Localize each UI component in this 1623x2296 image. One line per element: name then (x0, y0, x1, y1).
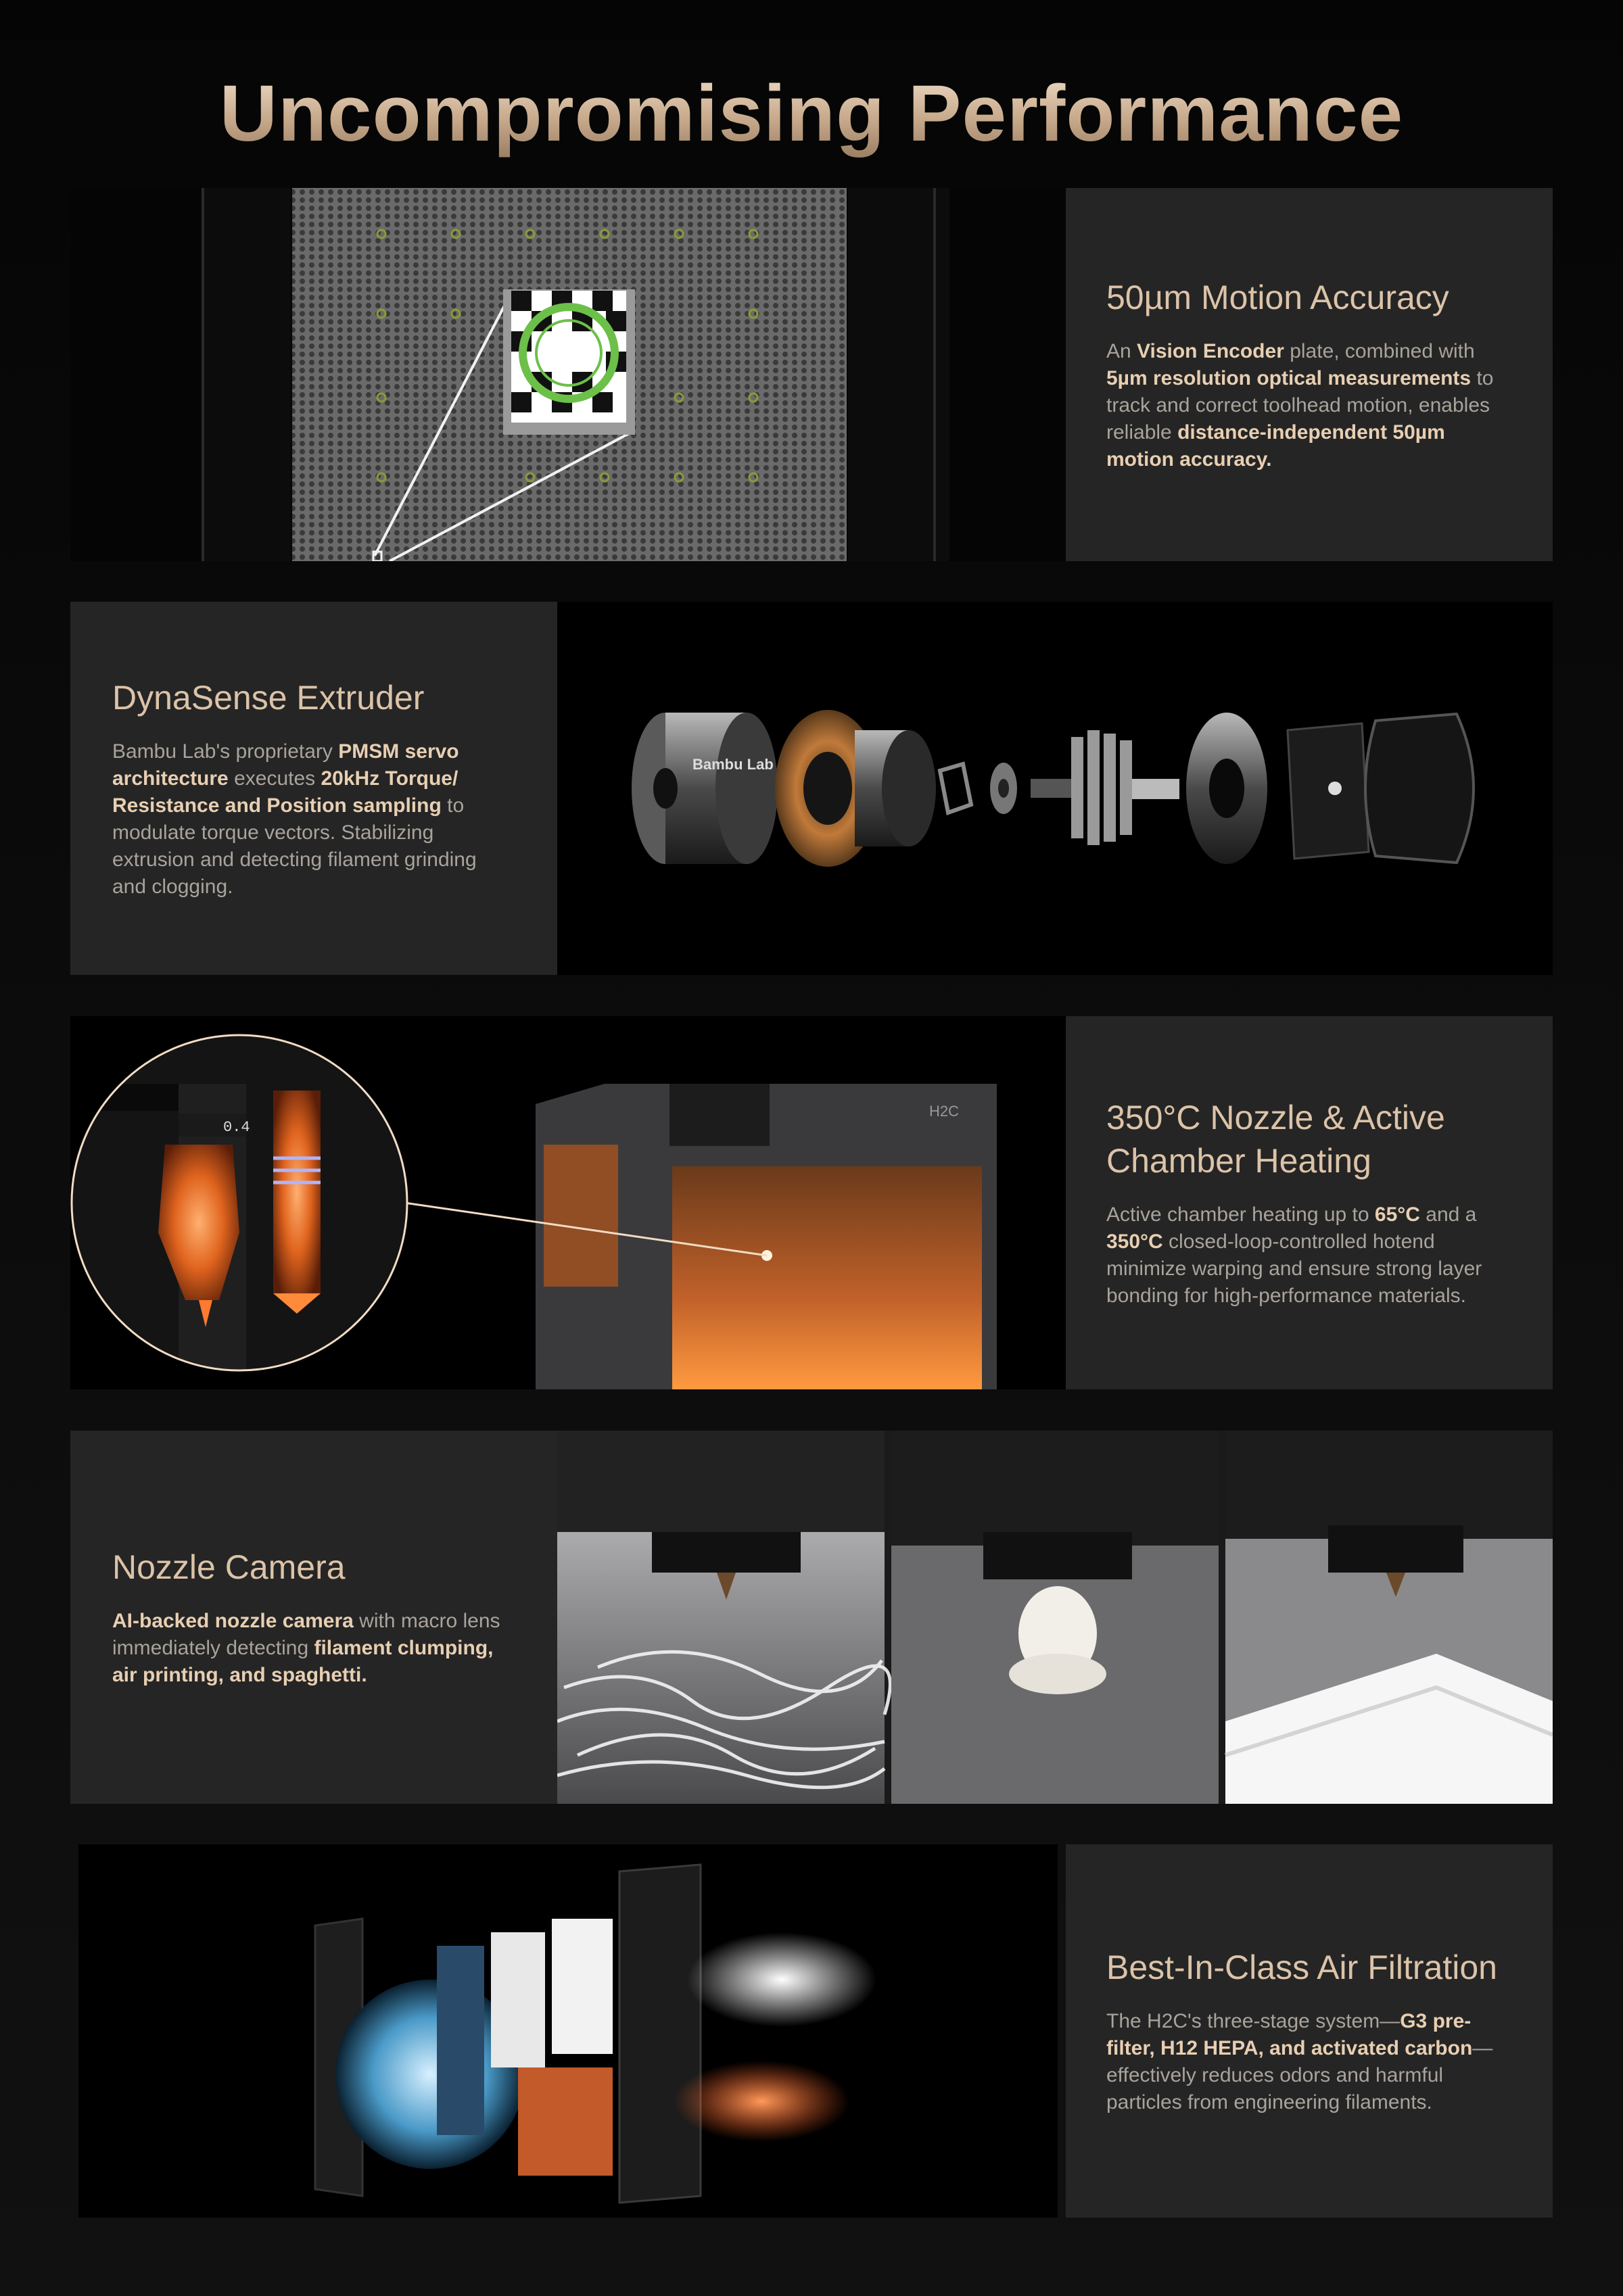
section-air-filtration (70, 1844, 1553, 2218)
vision-encoder-image (70, 188, 1066, 561)
air-printing-photo (1225, 1431, 1553, 1804)
section-description (1106, 2008, 1512, 2116)
description-text: with macro lens immediately detecting (112, 1610, 500, 1659)
section-heading: 350°C Nozzle & Active Chamber Heating (1106, 1099, 1445, 1180)
page-title: Uncompromising Performance (0, 68, 1623, 160)
highlight-text: 65°C (1374, 1203, 1420, 1226)
highlight-text: 5µm resolution optical measurements (1106, 367, 1472, 389)
extruder-text (70, 602, 557, 975)
highlight-text: PMSM servo architecture (112, 740, 459, 790)
section-description (1106, 1201, 1512, 1310)
nozzle-camera-text (70, 1431, 557, 1804)
section-heading: 50µm Motion Accuracy (1106, 279, 1449, 316)
section-dynasense-extruder (70, 602, 1553, 975)
description-text: to modulate torque vectors. Stabilizing extrusion and detecting filament grinding and clogging. (112, 794, 477, 898)
section-heading: Nozzle Camera (112, 1548, 346, 1586)
highlight-text: 350°C (1106, 1230, 1163, 1253)
bambu-logo-text: Bambu Lab (692, 756, 774, 773)
section-heading: DynaSense Extruder (112, 679, 425, 717)
section-chamber-heating (70, 1016, 1553, 1389)
description-text: plate, combined with (1284, 340, 1475, 362)
section-description (1106, 338, 1512, 473)
air-filtration-text (1066, 1844, 1553, 2218)
section-motion-accuracy (70, 188, 1553, 561)
description-text: An (1106, 340, 1137, 362)
highlight-text: filament clumping, air printing, and spaghetti. (112, 1637, 494, 1686)
highlight-text: AI-backed nozzle camera (112, 1610, 354, 1632)
highlight-text: 20kHz Torque/ Resistance and Position sampling (112, 767, 458, 817)
air-filtration-image (78, 1844, 1058, 2218)
description-text: The H2C's three-stage system— (1106, 2010, 1401, 2032)
description-text: executes (228, 767, 321, 790)
chamber-heating-image (70, 1016, 1066, 1389)
highlight-text: distance-independent 50µm motion accuracy. (1106, 421, 1445, 471)
highlight-text: G3 pre-filter, H12 HEPA, and activated carbon (1106, 2010, 1473, 2059)
highlight-text: Vision Encoder (1137, 340, 1284, 362)
description-text: Active chamber heating up to (1106, 1203, 1375, 1226)
description-text: and a (1419, 1203, 1477, 1226)
extruder-exploded-image (557, 602, 1553, 975)
spaghetti-photo (557, 1431, 890, 1804)
chamber-heating-text (1066, 1016, 1553, 1389)
description-text: closed-loop-controlled hotend minimize warping and ensure strong layer bonding for high-performance materials. (1106, 1230, 1482, 1307)
nozzle-camera-images (557, 1431, 1553, 1804)
description-text: Bambu Lab's proprietary (112, 740, 339, 763)
section-description (112, 1608, 514, 1689)
section-description (112, 738, 514, 901)
nozzle-size-label: 0.4 (223, 1119, 250, 1136)
description-text: —effectively reduces odors and harmful particles from engineering filaments. (1106, 2037, 1493, 2113)
clumping-photo (891, 1431, 1219, 1804)
description-text: to track and correct toolhead motion, enables reliable (1106, 367, 1494, 444)
section-heading: Best-In-Class Air Filtration (1106, 1948, 1497, 1986)
motion-accuracy-text (1066, 188, 1553, 561)
section-nozzle-camera (70, 1431, 1553, 1804)
printer-model-label: H2C (929, 1103, 960, 1120)
